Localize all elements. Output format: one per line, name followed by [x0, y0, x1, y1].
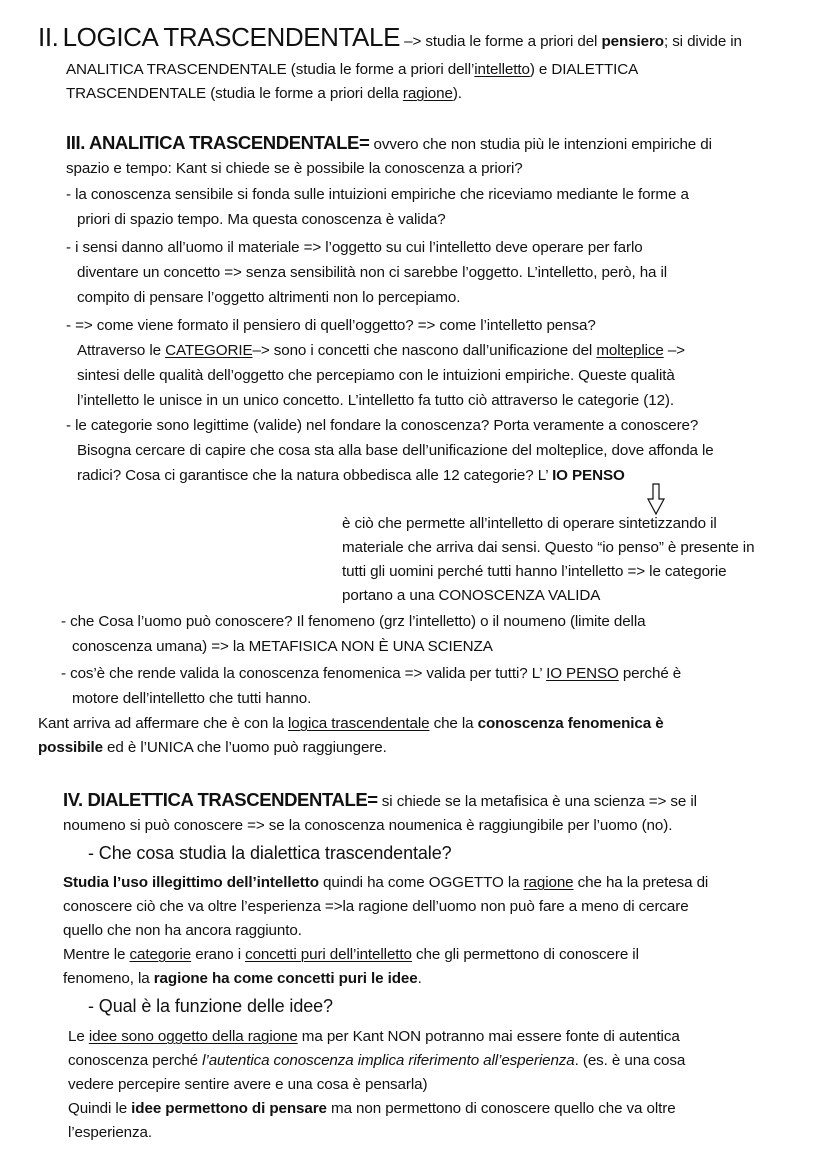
- paragraph-1-line-3: quello che non ha ancora raggiunto.: [63, 922, 302, 939]
- question-1: - Che cosa studia la dialettica trascendentale?: [88, 843, 452, 863]
- section-iii-heading-line: [66, 131, 712, 157]
- bullet-4-line-1: - le categorie sono legittime (valide) nel fondare la conoscenza? Porta veramente a conoscere?: [66, 417, 699, 434]
- paragraph-2-line-1: [63, 943, 639, 967]
- bullet-4-line-2: Bisogna cercare di capire che cosa sta alla base dell’unificazione del molteplice, dove affonda le: [77, 442, 714, 459]
- section-ii-number: II.: [38, 22, 59, 52]
- text: quindi ha come OGGETTO la: [318, 874, 524, 891]
- paragraph-1-line-2: conoscere ciò che va oltre l’esperienza =>la ragione dell’uomo non può fare a meno di cercare: [63, 898, 689, 915]
- paragraph-3-line-3: vedere percepire sentire avere e una cosa è pensarla): [68, 1076, 428, 1093]
- paragraph-4-line-2: l’esperienza.: [68, 1124, 152, 1141]
- text: .: [417, 970, 422, 987]
- text: ANALITICA TRASCENDENTALE (studia le forme a priori dell’: [66, 61, 475, 78]
- text: Le: [68, 1028, 89, 1045]
- conclusion-line-1: [38, 712, 664, 736]
- paragraph-3-line-1: [68, 1025, 680, 1049]
- section-iii-heading: III. ANALITICA TRASCENDENTALE=: [66, 132, 370, 153]
- text: TRASCENDENTALE (studia le forme a priori della: [66, 85, 403, 102]
- bullet-6-line-1: [61, 662, 681, 686]
- text: che gli permettono di conoscere il: [411, 946, 639, 963]
- question-2: - Qual è la funzione delle idee?: [88, 996, 333, 1016]
- io-penso-line-3: tutti gli uomini perché tutti hanno l’intelletto => le categorie: [342, 563, 727, 580]
- text: Quindi le: [68, 1100, 132, 1117]
- bullet-2-line-2: diventare un concetto => senza sensibilità non ci sarebbe l’oggetto. L’intelletto, però, ha il: [77, 264, 668, 281]
- text: ma non permettono di conoscere quello che va oltre: [326, 1100, 676, 1117]
- bullet-4-line-3: [77, 464, 625, 488]
- io-penso-line-4: portano a una CONOSCENZA VALIDA: [342, 587, 601, 604]
- text: che la: [429, 715, 478, 732]
- bold-term: idee permettono di pensare: [131, 1100, 327, 1117]
- bold-term: IO PENSO: [552, 467, 625, 484]
- paragraph-2-line-2: [63, 967, 422, 991]
- text: ed è l’UNICA che l’uomo può raggiungere.: [102, 739, 387, 756]
- text: –>: [663, 342, 685, 359]
- text: . (es. è una cosa: [574, 1052, 686, 1069]
- bullet-2-line-1: - i sensi danno all’uomo il materiale => l’oggetto su cui l’intelletto deve operare per farlo: [66, 239, 643, 256]
- section-ii-heading-line: [38, 20, 742, 54]
- italic-text: l’autentica conoscenza implica riferimento all’esperienza: [202, 1052, 575, 1069]
- bullet-1-line-2: priori di spazio tempo. Ma questa conoscenza è valida?: [77, 211, 446, 228]
- underlined-term: molteplice: [596, 342, 664, 359]
- paragraph-4-line-1: [68, 1097, 676, 1121]
- text: ) e DIALETTICA: [529, 61, 639, 78]
- bold-term: possibile: [38, 739, 103, 756]
- text: fenomeno, la: [63, 970, 154, 987]
- underlined-term: intelletto: [474, 61, 530, 78]
- paragraph-3-line-2: [68, 1049, 685, 1073]
- underlined-term: ragione: [523, 874, 574, 891]
- section-ii-line-3: [66, 82, 462, 106]
- text: ; si divide in: [663, 33, 742, 50]
- underlined-term: categorie: [129, 946, 192, 963]
- bold-term: Studia l’uso illegittimo dell’intelletto: [63, 874, 319, 891]
- bullet-1-line-1: - la conoscenza sensibile si fonda sulle intuizioni empiriche che riceviamo mediante le forme a: [66, 186, 689, 203]
- underlined-term: IO PENSO: [546, 665, 619, 682]
- underlined-term: logica trascendentale: [288, 715, 430, 732]
- section-ii-line-2: [66, 58, 638, 82]
- bullet-2-line-3: compito di pensare l’oggetto altrimenti non lo percepiamo.: [77, 289, 461, 306]
- conclusion-line-2: [38, 736, 387, 760]
- text: che ha la pretesa di: [573, 874, 709, 891]
- text: ma per Kant NON potranno mai essere fonte di autentica: [297, 1028, 680, 1045]
- arrow-text: –>: [400, 33, 426, 50]
- section-ii-title: LOGICA TRASCENDENTALE: [62, 22, 401, 52]
- bold-term: pensiero: [601, 33, 664, 50]
- text: si chiede se la metafisica è una scienza => se il: [377, 793, 697, 810]
- text: Attraverso le: [77, 342, 166, 359]
- bold-term: ragione ha come concetti puri le idee: [153, 970, 418, 987]
- text: Kant arriva ad affermare che è con la: [38, 715, 289, 732]
- text: ovvero che non studia più le intenzioni empiriche di: [369, 136, 712, 153]
- bullet-6-line-2: motore dell’intelletto che tutti hanno.: [72, 690, 312, 707]
- text: –> sono i concetti che nascono dall’unificazione del: [252, 342, 597, 359]
- bullet-3-line-4: l’intelletto le unisce in un unico concetto. L’intelletto fa tutto ciò attraverso le categorie (12).: [77, 392, 675, 409]
- io-penso-line-1: è ciò che permette all’intelletto di operare sintetizzando il: [342, 515, 717, 532]
- bullet-3-line-3: sintesi delle qualità dell’oggetto che percepiamo con le intuizioni empiriche. Queste qualità: [77, 367, 675, 384]
- bullet-3-line-2: [77, 339, 685, 363]
- bold-term: conoscenza fenomenica è: [477, 715, 664, 732]
- text: Mentre le: [63, 946, 130, 963]
- text: erano i: [191, 946, 246, 963]
- text: conoscenza perché: [68, 1052, 203, 1069]
- underlined-term: CATEGORIE: [165, 342, 253, 359]
- section-iv-line-2: noumeno si può conoscere => se la conoscenza noumenica è raggiungibile per l’uomo (no).: [63, 817, 673, 834]
- text: ).: [452, 85, 462, 102]
- bullet-5-line-2: conoscenza umana) => la METAFISICA NON È UNA SCIENZA: [72, 638, 493, 655]
- underlined-term: ragione: [402, 85, 453, 102]
- bullet-5-line-1: - che Cosa l’uomo può conoscere? Il fenomeno (grz l’intelletto) o il noumeno (limite della: [61, 613, 646, 630]
- io-penso-line-2: materiale che arriva dai sensi. Questo “io penso” è presente in: [342, 539, 755, 556]
- bullet-3-line-1: - => come viene formato il pensiero di quell’oggetto? => come l’intelletto pensa?: [66, 317, 596, 334]
- underlined-term: concetti puri dell’intelletto: [245, 946, 412, 963]
- text: radici? Cosa ci garantisce che la natura obbedisca alle 12 categorie? L’: [77, 467, 553, 484]
- section-iii-line-2: spazio e tempo: Kant si chiede se è possibile la conoscenza a priori?: [66, 160, 523, 177]
- text: - cos’è che rende valida la conoscenza fenomenica => valida per tutti? L’: [61, 665, 547, 682]
- text: perché è: [618, 665, 682, 682]
- section-iv-heading: IV. DIALETTICA TRASCENDENTALE=: [63, 789, 378, 810]
- section-iv-heading-line: [63, 788, 697, 814]
- underlined-term: idee sono oggetto della ragione: [88, 1028, 298, 1045]
- paragraph-1-line-1: [63, 871, 708, 895]
- down-arrow-icon: [647, 483, 665, 515]
- text: studia le forme a priori del: [425, 33, 602, 50]
